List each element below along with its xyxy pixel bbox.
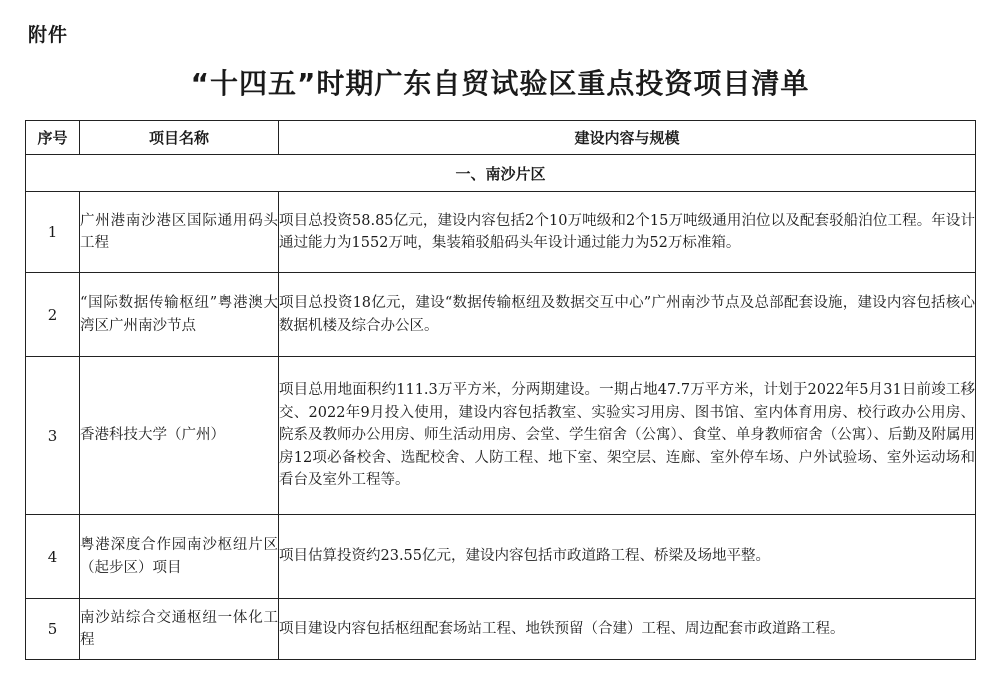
- header-name: 项目名称: [80, 121, 279, 155]
- table-row: [26, 515, 976, 599]
- row-index: 5: [26, 599, 80, 660]
- table-row: [26, 357, 976, 515]
- attachment-label: 附件: [28, 24, 69, 46]
- section-row: [26, 155, 976, 192]
- header-content: 建设内容与规模: [279, 121, 976, 155]
- header-row: [26, 121, 976, 155]
- row-index: 1: [26, 192, 80, 273]
- project-content: 项目总投资18亿元，建设“数据传输枢纽及数据交互中心”广州南沙节点及总部配套设施，建设内容包括核心数据机楼及综合办公区。: [279, 273, 976, 357]
- table-row: [26, 192, 976, 273]
- project-content: 项目建设内容包括枢纽配套场站工程、地铁预留（合建）工程、周边配套市政道路工程。: [279, 599, 976, 660]
- table-row: [26, 599, 976, 660]
- project-table: [25, 120, 976, 660]
- project-name: 粤港深度合作园南沙枢纽片区（起步区）项目: [80, 515, 279, 599]
- project-name: “国际数据传输枢纽”粤港澳大湾区广州南沙节点: [80, 273, 279, 357]
- project-content: 项目总用地面积约111.3万平方米，分两期建设。一期占地47.7万平方米，计划于2022年5月31日前竣工移交、2022年9月投入使用，建设内容包括教室、实验实习用房、图书馆、室内体育用房、校行政办公用房、院系及教师办公用房、师生活动用房、会堂、学生宿舍（公寓）、食堂、单身教师宿舍（公寓）、后勤及附属用房12项必备校舍、选配校舍、人防工程、地下室、架空层、连廊、室外停车场、户外试验场、室外运动场和看台及室外工程等。: [279, 357, 976, 515]
- row-index: 2: [26, 273, 80, 357]
- row-index: 3: [26, 357, 80, 515]
- section-title: 一、南沙片区: [26, 155, 976, 192]
- table-row: [26, 273, 976, 357]
- project-name: 香港科技大学（广州）: [80, 357, 279, 515]
- project-content: 项目总投资58.85亿元，建设内容包括2个10万吨级和2个15万吨级通用泊位以及配套驳船泊位工程。年设计通过能力为1552万吨，集装箱驳船码头年设计通过能力为52万标准箱。: [279, 192, 976, 273]
- document-title: “十四五”时期广东自贸试验区重点投资项目清单: [190, 67, 810, 100]
- project-name: 广州港南沙港区国际通用码头工程: [80, 192, 279, 273]
- project-content: 项目估算投资约23.55亿元，建设内容包括市政道路工程、桥梁及场地平整。: [279, 515, 976, 599]
- header-index: 序号: [26, 121, 80, 155]
- row-index: 4: [26, 515, 80, 599]
- project-name: 南沙站综合交通枢纽一体化工程: [80, 599, 279, 660]
